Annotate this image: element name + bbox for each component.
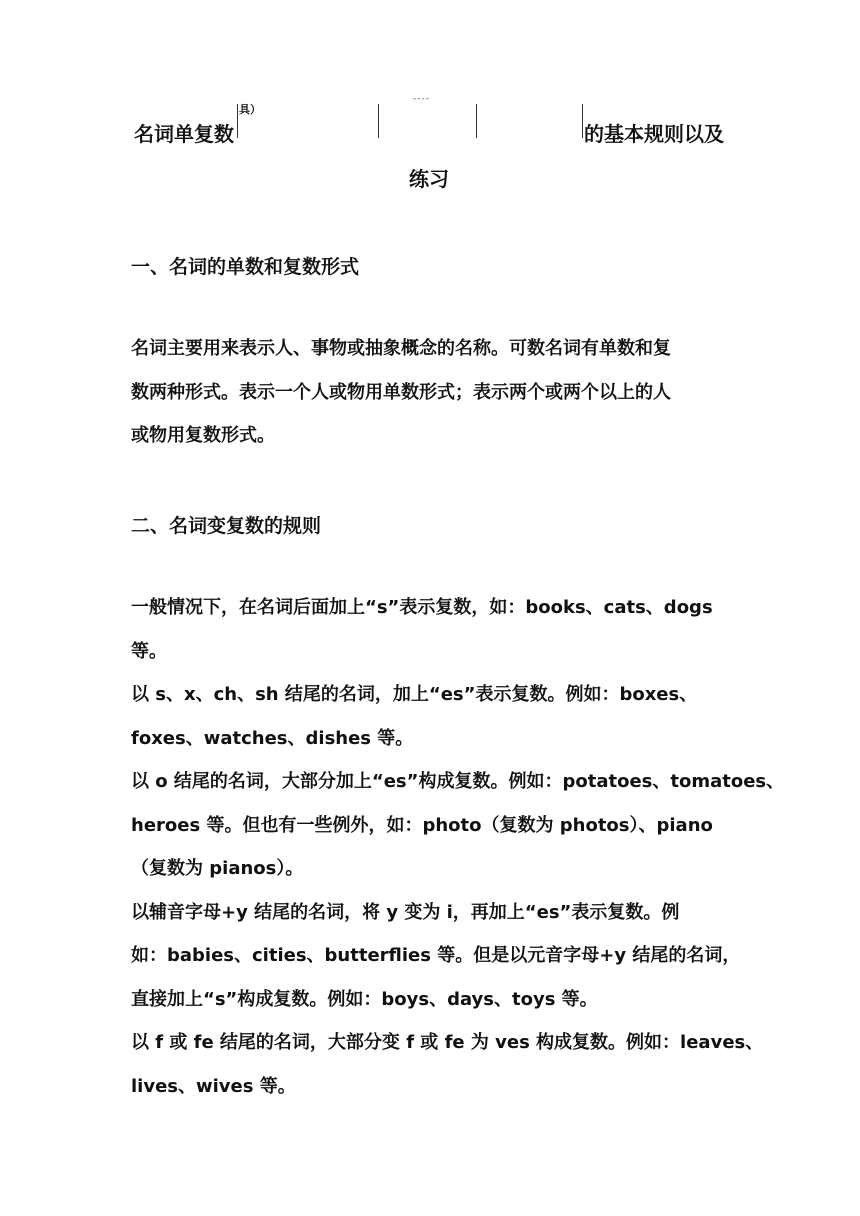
title-line-2: 练习 bbox=[409, 167, 449, 191]
rule-line-2: 等。 bbox=[131, 640, 167, 662]
title-part-left: 名词单复数 bbox=[134, 122, 234, 146]
rule-line-10: 直接加上“s”构成复数。例如：boys、days、toys 等。 bbox=[131, 988, 598, 1010]
header-dots: ---- bbox=[413, 94, 430, 104]
rule-line-9: 如：babies、cities、butterflies 等。但是以元音字母+y 结尾的名词， bbox=[131, 945, 741, 966]
section-1-heading: 一、名词的单数和复数形式 bbox=[131, 256, 360, 278]
rule-line-3: 以 s、x、ch、sh 结尾的名词，加上“es”表示复数。例如：boxes、 bbox=[131, 684, 698, 705]
title-part-right: 的基本规则以及 bbox=[584, 122, 724, 146]
title-separator-3 bbox=[476, 104, 477, 138]
rule-line-1: 一般情况下，在名词后面加上“s”表示复数，如：books、cats、dogs bbox=[131, 597, 713, 618]
rule-line-12: lives、wives 等。 bbox=[131, 1075, 296, 1097]
rule-line-4: foxes、watches、dishes 等。 bbox=[131, 727, 414, 749]
rule-line-6: heroes 等。但也有一些例外，如：photo（复数为 photos）、piano bbox=[131, 814, 713, 836]
rule-line-5: 以 o 结尾的名词，大部分加上“es”构成复数。例如：potatoes、tomatoes、 bbox=[131, 771, 785, 792]
section-2-body bbox=[131, 586, 784, 1108]
section-2-heading: 二、名词变复数的规则 bbox=[131, 515, 322, 537]
section-1-line-3: 或物用复数形式。 bbox=[131, 425, 275, 446]
title-separator-2 bbox=[378, 104, 379, 138]
section-1-body bbox=[131, 327, 671, 458]
rule-line-7: （复数为 pianos）。 bbox=[131, 858, 304, 879]
header-fragment-text: 具） bbox=[239, 103, 261, 116]
title-separator-1 bbox=[237, 104, 238, 138]
section-1-line-1: 名词主要用来表示人、事物或抽象概念的名称。可数名词有单数和复 bbox=[131, 338, 671, 359]
title-separator-4 bbox=[582, 104, 583, 138]
rule-line-8: 以辅音字母+y 结尾的名词，将 y 变为 i，再加上“es”表示复数。例 bbox=[131, 901, 680, 923]
section-1-line-2: 数两种形式。表示一个人或物用单数形式；表示两个或两个以上的人 bbox=[131, 381, 671, 403]
rule-line-11: 以 f 或 fe 结尾的名词，大部分变 f 或 fe 为 ves 构成复数。例如：leaves、 bbox=[131, 1032, 764, 1053]
